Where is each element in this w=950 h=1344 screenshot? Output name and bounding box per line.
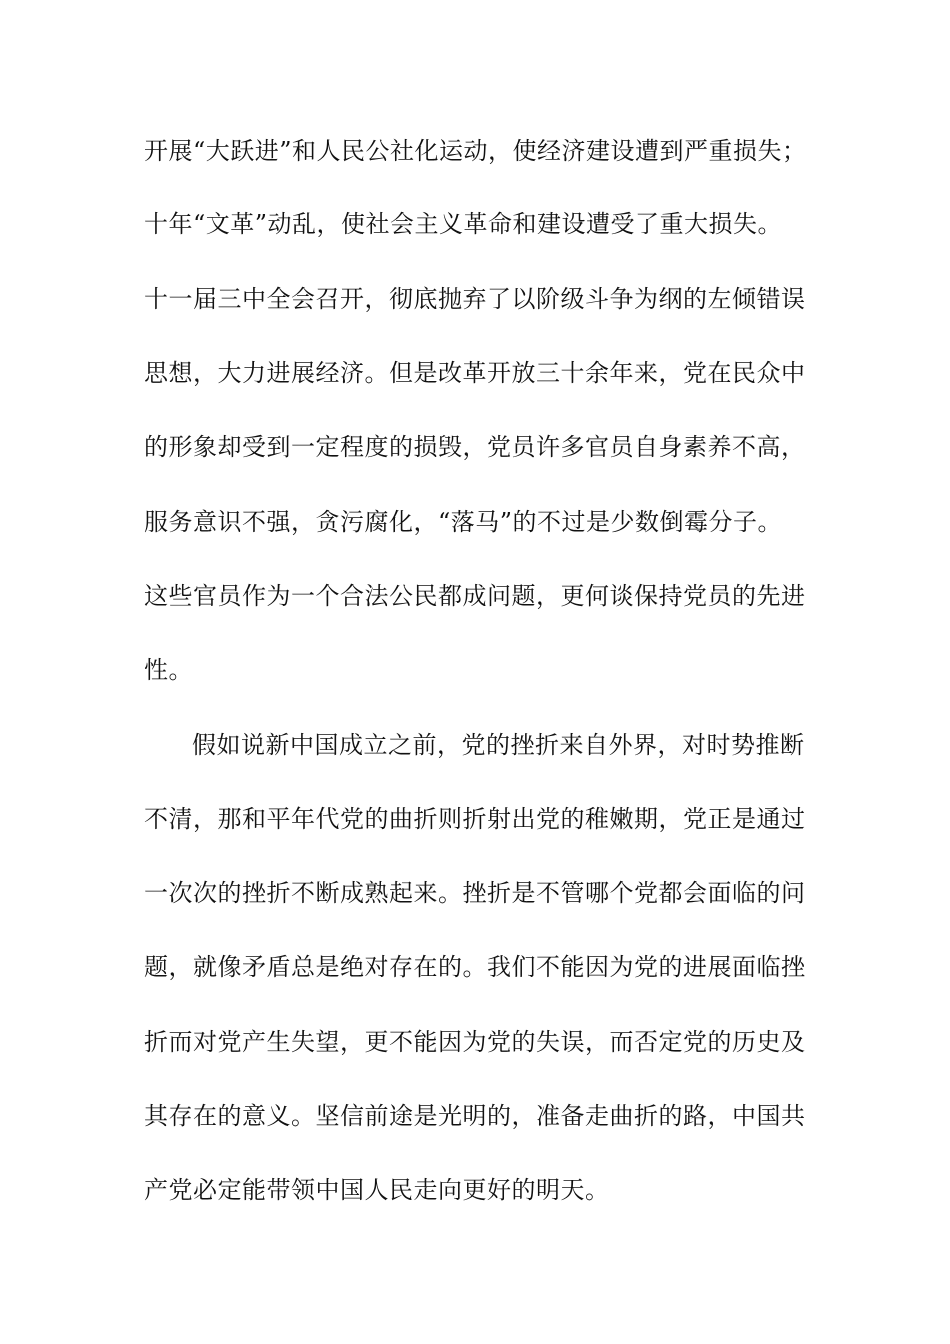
- text-line: 折而对党产生失望，更不能因为党的失误，而否定党的历史及: [144, 1028, 806, 1056]
- text-line: 服务意识不强，贪污腐化，“落马”的不过是少数倒霉分子。: [144, 508, 783, 536]
- text-line: 性。: [144, 656, 193, 684]
- paragraph-start-line: 假如说新中国成立之前，党的挫折来自外界，对时势推断: [192, 731, 805, 759]
- text-line: 产党必定能带领中国人民走向更好的明天。: [144, 1176, 610, 1204]
- text-line: 题，就像矛盾总是绝对存在的。我们不能因为党的进展面临挫: [144, 953, 806, 981]
- text-line: 一次次的挫折不断成熟起来。挫折是不管哪个党都会面临的问: [144, 879, 806, 907]
- text-line: 这些官员作为一个合法公民都成问题，更何谈保持党员的先进: [144, 582, 806, 610]
- text-line: 不清，那和平年代党的曲折则折射出党的稚嫩期，党正是通过: [144, 805, 806, 833]
- text-line: 开展“大跃进”和人民公社化运动，使经济建设遭到严重损失；: [144, 137, 807, 165]
- text-line: 十年“文革”动乱，使社会主义革命和建设遭受了重大损失。: [144, 210, 783, 238]
- text-line: 的形象却受到一定程度的损毁，党员许多官员自身素养不高，: [144, 433, 806, 461]
- text-line: 思想，大力进展经济。但是改革开放三十余年来，党在民众中: [144, 359, 806, 387]
- text-line: 十一届三中全会召开，彻底抛弃了以阶级斗争为纲的左倾错误: [144, 285, 806, 313]
- text-line: 其存在的意义。坚信前途是光明的，准备走曲折的路，中国共: [144, 1102, 806, 1130]
